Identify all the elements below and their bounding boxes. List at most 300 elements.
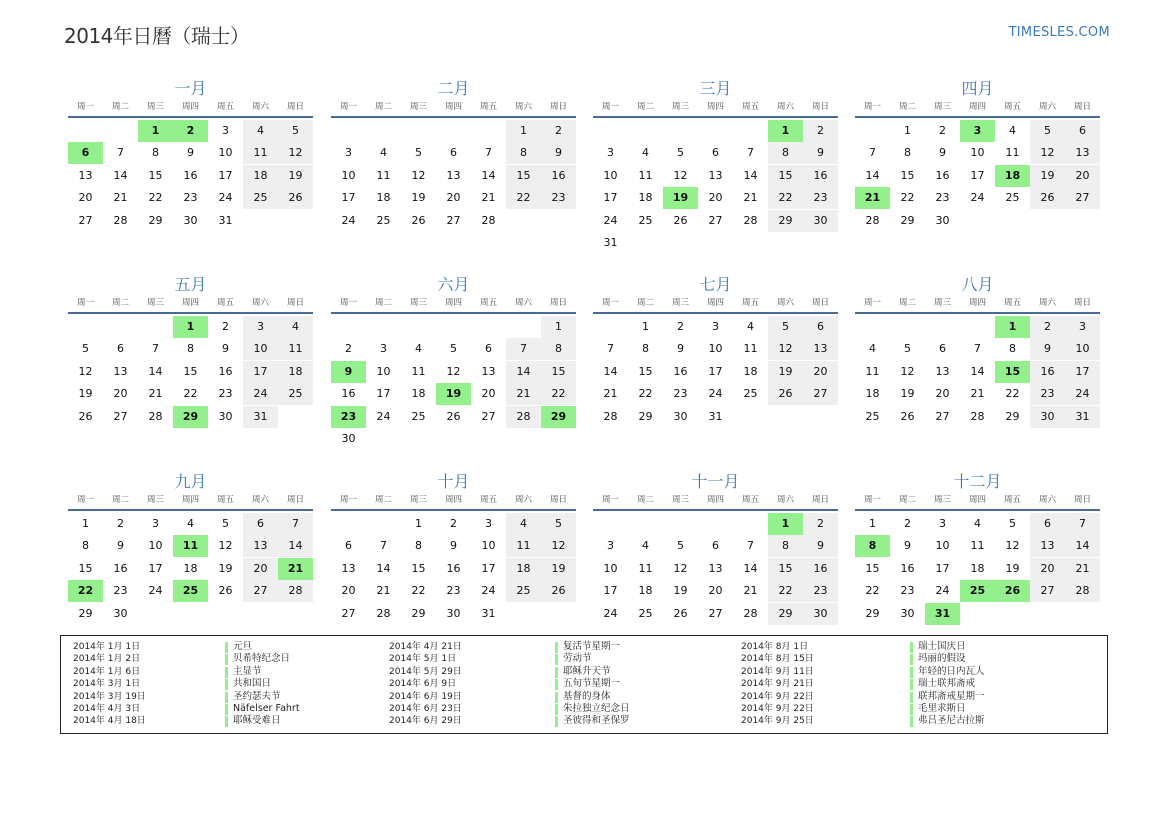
day-cell[interactable]: 27 [1065, 187, 1100, 209]
day-cell[interactable]: 4 [642, 146, 649, 160]
day-cell[interactable]: 14 [506, 361, 541, 383]
day-cell[interactable]: 14 [148, 364, 163, 378]
day-cell[interactable]: 30 [183, 213, 198, 227]
day-cell[interactable]: 2 [803, 120, 838, 142]
day-cell[interactable]: 25 [638, 213, 653, 227]
day-cell[interactable]: 8 [642, 342, 649, 356]
holiday-day-cell[interactable]: 1 [768, 513, 803, 535]
day-cell[interactable]: 24 [708, 387, 723, 401]
day-cell[interactable]: 29 [638, 409, 653, 423]
day-cell[interactable]: 10 [243, 338, 278, 360]
day-cell[interactable]: 6 [939, 342, 946, 356]
day-cell[interactable]: 12 [1005, 539, 1020, 553]
day-cell[interactable]: 12 [278, 142, 313, 164]
day-cell[interactable]: 23 [900, 584, 915, 598]
holiday-day-cell[interactable]: 21 [278, 558, 313, 580]
day-cell[interactable]: 1 [82, 517, 89, 530]
day-cell[interactable]: 9 [1030, 338, 1065, 360]
day-cell[interactable]: 26 [673, 213, 688, 227]
day-cell[interactable]: 15 [148, 168, 163, 182]
day-cell[interactable]: 15 [865, 561, 880, 575]
day-cell[interactable]: 27 [1030, 580, 1065, 602]
day-cell[interactable]: 19 [411, 191, 426, 205]
day-cell[interactable]: 17 [970, 168, 985, 182]
day-cell[interactable]: 9 [117, 539, 124, 553]
holiday-day-cell[interactable]: 8 [855, 535, 890, 557]
day-cell[interactable]: 24 [341, 213, 356, 227]
day-cell[interactable]: 3 [607, 146, 614, 160]
holiday-day-cell[interactable]: 29 [173, 406, 208, 428]
day-cell[interactable]: 2 [345, 342, 352, 356]
day-cell[interactable]: 20 [935, 387, 950, 401]
day-cell[interactable]: 28 [148, 409, 163, 423]
day-cell[interactable]: 17 [341, 191, 356, 205]
day-cell[interactable]: 19 [768, 361, 803, 383]
day-cell[interactable]: 29 [78, 606, 93, 620]
day-cell[interactable]: 4 [506, 513, 541, 535]
day-cell[interactable]: 31 [243, 406, 278, 428]
day-cell[interactable]: 11 [970, 539, 985, 553]
day-cell[interactable]: 13 [708, 561, 723, 575]
holiday-day-cell[interactable]: 18 [995, 165, 1030, 187]
day-cell[interactable]: 13 [78, 168, 93, 182]
day-cell[interactable]: 31 [603, 236, 618, 249]
day-cell[interactable]: 3 [222, 124, 229, 137]
day-cell[interactable]: 3 [1065, 316, 1100, 338]
day-cell[interactable]: 5 [904, 342, 911, 356]
day-cell[interactable]: 28 [481, 213, 496, 227]
day-cell[interactable]: 12 [900, 364, 915, 378]
day-cell[interactable]: 7 [152, 342, 159, 356]
day-cell[interactable]: 20 [481, 387, 496, 401]
day-cell[interactable]: 18 [638, 191, 653, 205]
day-cell[interactable]: 6 [450, 146, 457, 160]
day-cell[interactable]: 13 [446, 168, 461, 182]
day-cell[interactable]: 21 [376, 584, 391, 598]
day-cell[interactable]: 8 [152, 146, 159, 160]
day-cell[interactable]: 17 [708, 364, 723, 378]
day-cell[interactable]: 12 [411, 168, 426, 182]
day-cell[interactable]: 5 [768, 316, 803, 338]
day-cell[interactable]: 22 [411, 584, 426, 598]
day-cell[interactable]: 5 [222, 517, 229, 530]
day-cell[interactable]: 23 [183, 191, 198, 205]
day-cell[interactable]: 26 [218, 584, 233, 598]
day-cell[interactable]: 3 [380, 342, 387, 356]
day-cell[interactable]: 9 [803, 535, 838, 557]
day-cell[interactable]: 9 [222, 342, 229, 356]
day-cell[interactable]: 28 [603, 409, 618, 423]
holiday-day-cell[interactable]: 1 [995, 316, 1030, 338]
day-cell[interactable]: 23 [935, 191, 950, 205]
day-cell[interactable]: 9 [450, 539, 457, 553]
day-cell[interactable]: 28 [743, 213, 758, 227]
day-cell[interactable]: 25 [865, 409, 880, 423]
day-cell[interactable]: 4 [642, 539, 649, 553]
day-cell[interactable]: 8 [768, 535, 803, 557]
day-cell[interactable]: 21 [1065, 558, 1100, 580]
holiday-day-cell[interactable]: 19 [436, 383, 471, 405]
day-cell[interactable]: 10 [603, 168, 618, 182]
day-cell[interactable]: 4 [187, 517, 194, 530]
day-cell[interactable]: 21 [970, 387, 985, 401]
day-cell[interactable]: 26 [446, 409, 461, 423]
day-cell[interactable]: 5 [450, 342, 457, 356]
day-cell[interactable]: 21 [743, 191, 758, 205]
day-cell[interactable]: 1 [904, 124, 911, 137]
day-cell[interactable]: 16 [218, 364, 233, 378]
day-cell[interactable]: 6 [243, 513, 278, 535]
day-cell[interactable]: 3 [485, 517, 492, 530]
day-cell[interactable]: 23 [803, 187, 838, 209]
day-cell[interactable]: 7 [747, 539, 754, 553]
day-cell[interactable]: 16 [446, 561, 461, 575]
day-cell[interactable]: 14 [970, 364, 985, 378]
day-cell[interactable]: 4 [974, 517, 981, 530]
day-cell[interactable]: 29 [768, 210, 803, 232]
day-cell[interactable]: 18 [243, 165, 278, 187]
day-cell[interactable]: 10 [935, 539, 950, 553]
day-cell[interactable]: 7 [278, 513, 313, 535]
day-cell[interactable]: 22 [900, 191, 915, 205]
day-cell[interactable]: 27 [243, 580, 278, 602]
day-cell[interactable]: 15 [768, 558, 803, 580]
day-cell[interactable]: 11 [506, 535, 541, 557]
day-cell[interactable]: 16 [935, 168, 950, 182]
day-cell[interactable]: 5 [677, 146, 684, 160]
day-cell[interactable]: 21 [506, 383, 541, 405]
day-cell[interactable]: 5 [278, 120, 313, 142]
day-cell[interactable]: 20 [708, 584, 723, 598]
day-cell[interactable]: 13 [803, 338, 838, 360]
day-cell[interactable]: 19 [278, 165, 313, 187]
day-cell[interactable]: 11 [278, 338, 313, 360]
day-cell[interactable]: 16 [113, 561, 128, 575]
day-cell[interactable]: 15 [78, 561, 93, 575]
day-cell[interactable]: 4 [380, 146, 387, 160]
day-cell[interactable]: 2 [803, 513, 838, 535]
day-cell[interactable]: 30 [113, 606, 128, 620]
day-cell[interactable]: 21 [603, 387, 618, 401]
day-cell[interactable]: 7 [607, 342, 614, 356]
day-cell[interactable]: 8 [187, 342, 194, 356]
holiday-day-cell[interactable]: 1 [138, 120, 173, 142]
day-cell[interactable]: 25 [278, 383, 313, 405]
day-cell[interactable]: 18 [411, 387, 426, 401]
day-cell[interactable]: 11 [243, 142, 278, 164]
holiday-day-cell[interactable]: 26 [995, 580, 1030, 602]
day-cell[interactable]: 12 [541, 535, 576, 557]
day-cell[interactable]: 15 [506, 165, 541, 187]
day-cell[interactable]: 10 [148, 539, 163, 553]
day-cell[interactable]: 14 [113, 168, 128, 182]
day-cell[interactable]: 22 [506, 187, 541, 209]
day-cell[interactable]: 15 [411, 561, 426, 575]
day-cell[interactable]: 12 [218, 539, 233, 553]
day-cell[interactable]: 21 [148, 387, 163, 401]
day-cell[interactable]: 2 [117, 517, 124, 530]
day-cell[interactable]: 17 [376, 387, 391, 401]
day-cell[interactable]: 4 [1009, 124, 1016, 137]
day-cell[interactable]: 25 [376, 213, 391, 227]
day-cell[interactable]: 3 [243, 316, 278, 338]
holiday-day-cell[interactable]: 1 [173, 316, 208, 338]
day-cell[interactable]: 22 [638, 387, 653, 401]
day-cell[interactable]: 5 [677, 539, 684, 553]
day-cell[interactable]: 20 [341, 584, 356, 598]
day-cell[interactable]: 23 [113, 584, 128, 598]
day-cell[interactable]: 26 [278, 187, 313, 209]
day-cell[interactable]: 12 [446, 364, 461, 378]
day-cell[interactable]: 12 [768, 338, 803, 360]
day-cell[interactable]: 5 [1030, 120, 1065, 142]
day-cell[interactable]: 12 [673, 168, 688, 182]
day-cell[interactable]: 13 [1065, 142, 1100, 164]
day-cell[interactable]: 3 [345, 146, 352, 160]
day-cell[interactable]: 28 [113, 213, 128, 227]
day-cell[interactable]: 17 [218, 168, 233, 182]
day-cell[interactable]: 30 [900, 606, 915, 620]
day-cell[interactable]: 15 [183, 364, 198, 378]
day-cell[interactable]: 16 [673, 364, 688, 378]
day-cell[interactable]: 7 [1065, 513, 1100, 535]
day-cell[interactable]: 22 [1005, 387, 1020, 401]
day-cell[interactable]: 20 [803, 361, 838, 383]
day-cell[interactable]: 17 [1065, 361, 1100, 383]
day-cell[interactable]: 11 [638, 168, 653, 182]
day-cell[interactable]: 30 [218, 409, 233, 423]
day-cell[interactable]: 27 [481, 409, 496, 423]
day-cell[interactable]: 4 [747, 320, 754, 333]
day-cell[interactable]: 27 [341, 606, 356, 620]
holiday-day-cell[interactable]: 19 [663, 187, 698, 209]
day-cell[interactable]: 27 [78, 213, 93, 227]
day-cell[interactable]: 1 [506, 120, 541, 142]
day-cell[interactable]: 13 [708, 168, 723, 182]
day-cell[interactable]: 13 [1030, 535, 1065, 557]
day-cell[interactable]: 28 [278, 580, 313, 602]
day-cell[interactable]: 26 [78, 409, 93, 423]
day-cell[interactable]: 22 [541, 383, 576, 405]
site-brand[interactable]: TIMESLES.COM [1008, 25, 1110, 40]
day-cell[interactable]: 24 [1065, 383, 1100, 405]
day-cell[interactable]: 29 [411, 606, 426, 620]
day-cell[interactable]: 31 [708, 409, 723, 423]
day-cell[interactable]: 7 [506, 338, 541, 360]
day-cell[interactable]: 6 [712, 146, 719, 160]
day-cell[interactable]: 13 [113, 364, 128, 378]
day-cell[interactable]: 9 [939, 146, 946, 160]
day-cell[interactable]: 21 [113, 191, 128, 205]
day-cell[interactable]: 23 [1030, 383, 1065, 405]
day-cell[interactable]: 30 [673, 409, 688, 423]
day-cell[interactable]: 18 [743, 364, 758, 378]
day-cell[interactable]: 15 [768, 165, 803, 187]
holiday-day-cell[interactable]: 29 [541, 406, 576, 428]
day-cell[interactable]: 28 [506, 406, 541, 428]
holiday-day-cell[interactable]: 25 [173, 580, 208, 602]
day-cell[interactable]: 15 [638, 364, 653, 378]
holiday-day-cell[interactable]: 3 [960, 120, 995, 142]
holiday-day-cell[interactable]: 21 [855, 187, 890, 209]
day-cell[interactable]: 23 [673, 387, 688, 401]
day-cell[interactable]: 8 [904, 146, 911, 160]
holiday-day-cell[interactable]: 25 [960, 580, 995, 602]
day-cell[interactable]: 26 [541, 580, 576, 602]
day-cell[interactable]: 6 [117, 342, 124, 356]
day-cell[interactable]: 17 [148, 561, 163, 575]
day-cell[interactable]: 2 [939, 124, 946, 137]
day-cell[interactable]: 4 [869, 342, 876, 356]
day-cell[interactable]: 19 [78, 387, 93, 401]
day-cell[interactable]: 19 [1005, 561, 1020, 575]
day-cell[interactable]: 23 [446, 584, 461, 598]
day-cell[interactable]: 19 [541, 558, 576, 580]
day-cell[interactable]: 27 [113, 409, 128, 423]
day-cell[interactable]: 14 [376, 561, 391, 575]
day-cell[interactable]: 25 [411, 409, 426, 423]
day-cell[interactable]: 2 [677, 320, 684, 333]
day-cell[interactable]: 5 [541, 513, 576, 535]
day-cell[interactable]: 11 [743, 342, 758, 356]
day-cell[interactable]: 10 [708, 342, 723, 356]
day-cell[interactable]: 23 [218, 387, 233, 401]
day-cell[interactable]: 24 [935, 584, 950, 598]
day-cell[interactable]: 20 [446, 191, 461, 205]
day-cell[interactable]: 24 [148, 584, 163, 598]
day-cell[interactable]: 17 [481, 561, 496, 575]
day-cell[interactable]: 16 [183, 168, 198, 182]
day-cell[interactable]: 7 [869, 146, 876, 160]
day-cell[interactable]: 2 [1030, 316, 1065, 338]
day-cell[interactable]: 17 [603, 584, 618, 598]
day-cell[interactable]: 18 [865, 387, 880, 401]
day-cell[interactable]: 17 [935, 561, 950, 575]
day-cell[interactable]: 29 [1005, 409, 1020, 423]
day-cell[interactable]: 14 [278, 535, 313, 557]
day-cell[interactable]: 14 [1065, 535, 1100, 557]
day-cell[interactable]: 16 [1030, 361, 1065, 383]
day-cell[interactable]: 4 [243, 120, 278, 142]
day-cell[interactable]: 30 [1030, 406, 1065, 428]
day-cell[interactable]: 10 [481, 539, 496, 553]
day-cell[interactable]: 3 [939, 517, 946, 530]
day-cell[interactable]: 30 [803, 210, 838, 232]
day-cell[interactable]: 12 [673, 561, 688, 575]
day-cell[interactable]: 15 [541, 361, 576, 383]
day-cell[interactable]: 26 [411, 213, 426, 227]
day-cell[interactable]: 14 [743, 561, 758, 575]
day-cell[interactable]: 8 [768, 142, 803, 164]
day-cell[interactable]: 28 [376, 606, 391, 620]
day-cell[interactable]: 9 [187, 146, 194, 160]
day-cell[interactable]: 27 [708, 606, 723, 620]
day-cell[interactable]: 27 [446, 213, 461, 227]
day-cell[interactable]: 3 [607, 539, 614, 553]
day-cell[interactable]: 23 [803, 580, 838, 602]
day-cell[interactable]: 11 [376, 168, 391, 182]
day-cell[interactable]: 6 [1030, 513, 1065, 535]
day-cell[interactable]: 7 [485, 146, 492, 160]
day-cell[interactable]: 2 [904, 517, 911, 530]
day-cell[interactable]: 24 [603, 606, 618, 620]
holiday-day-cell[interactable]: 9 [331, 361, 366, 383]
day-cell[interactable]: 31 [481, 606, 496, 620]
day-cell[interactable]: 16 [803, 165, 838, 187]
day-cell[interactable]: 17 [603, 191, 618, 205]
day-cell[interactable]: 19 [218, 561, 233, 575]
day-cell[interactable]: 13 [243, 535, 278, 557]
day-cell[interactable]: 12 [78, 364, 93, 378]
day-cell[interactable]: 9 [803, 142, 838, 164]
day-cell[interactable]: 14 [603, 364, 618, 378]
day-cell[interactable]: 1 [541, 316, 576, 338]
day-cell[interactable]: 7 [380, 539, 387, 553]
holiday-day-cell[interactable]: 15 [995, 361, 1030, 383]
day-cell[interactable]: 20 [113, 387, 128, 401]
day-cell[interactable]: 11 [638, 561, 653, 575]
day-cell[interactable]: 10 [603, 561, 618, 575]
day-cell[interactable]: 31 [218, 213, 233, 227]
day-cell[interactable]: 18 [970, 561, 985, 575]
day-cell[interactable]: 6 [803, 316, 838, 338]
day-cell[interactable]: 22 [183, 387, 198, 401]
day-cell[interactable]: 21 [481, 191, 496, 205]
day-cell[interactable]: 2 [450, 517, 457, 530]
day-cell[interactable]: 9 [677, 342, 684, 356]
day-cell[interactable]: 26 [673, 606, 688, 620]
day-cell[interactable]: 9 [904, 539, 911, 553]
day-cell[interactable]: 5 [82, 342, 89, 356]
day-cell[interactable]: 7 [117, 146, 124, 160]
day-cell[interactable]: 20 [78, 191, 93, 205]
day-cell[interactable]: 26 [1030, 187, 1065, 209]
day-cell[interactable]: 28 [970, 409, 985, 423]
day-cell[interactable]: 11 [1005, 146, 1020, 160]
day-cell[interactable]: 18 [506, 558, 541, 580]
day-cell[interactable]: 17 [243, 361, 278, 383]
day-cell[interactable]: 7 [747, 146, 754, 160]
day-cell[interactable]: 29 [768, 603, 803, 625]
day-cell[interactable]: 28 [865, 213, 880, 227]
day-cell[interactable]: 5 [415, 146, 422, 160]
day-cell[interactable]: 8 [506, 142, 541, 164]
day-cell[interactable]: 10 [1065, 338, 1100, 360]
day-cell[interactable]: 19 [673, 584, 688, 598]
day-cell[interactable]: 10 [218, 146, 233, 160]
day-cell[interactable]: 29 [900, 213, 915, 227]
day-cell[interactable]: 11 [411, 364, 426, 378]
day-cell[interactable]: 14 [743, 168, 758, 182]
day-cell[interactable]: 26 [768, 383, 803, 405]
day-cell[interactable]: 16 [803, 558, 838, 580]
holiday-day-cell[interactable]: 1 [768, 120, 803, 142]
holiday-day-cell[interactable]: 31 [925, 603, 960, 625]
day-cell[interactable]: 6 [485, 342, 492, 356]
day-cell[interactable]: 2 [222, 320, 229, 333]
day-cell[interactable]: 28 [1065, 580, 1100, 602]
day-cell[interactable]: 7 [974, 342, 981, 356]
day-cell[interactable]: 20 [1065, 165, 1100, 187]
day-cell[interactable]: 25 [743, 387, 758, 401]
day-cell[interactable]: 19 [1030, 165, 1065, 187]
day-cell[interactable]: 16 [541, 165, 576, 187]
day-cell[interactable]: 1 [869, 517, 876, 530]
day-cell[interactable]: 26 [900, 409, 915, 423]
day-cell[interactable]: 25 [506, 580, 541, 602]
day-cell[interactable]: 29 [148, 213, 163, 227]
day-cell[interactable]: 22 [148, 191, 163, 205]
